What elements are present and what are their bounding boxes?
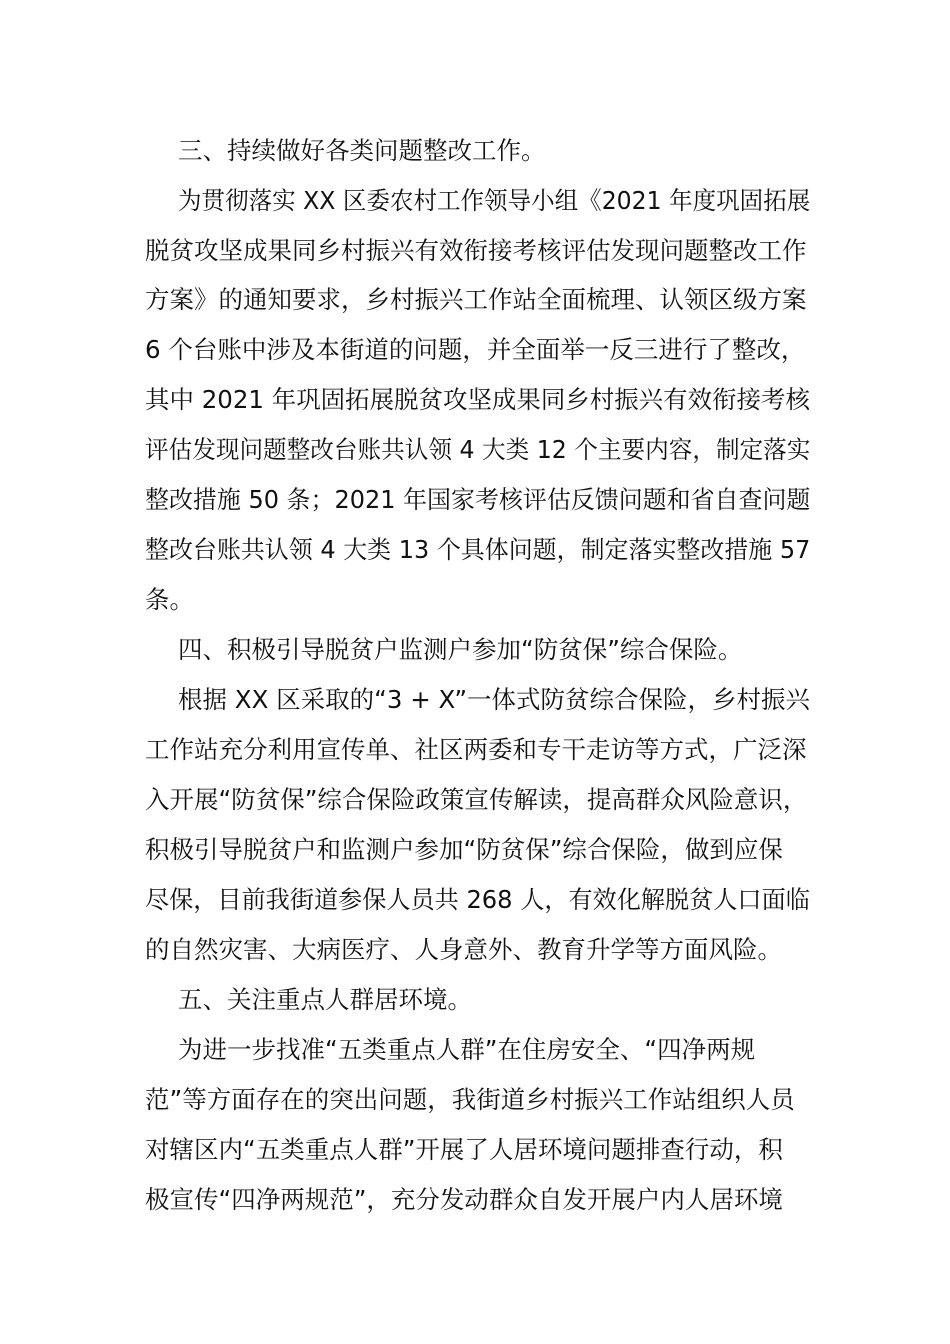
paragraph-line: 方案》的通知要求，乡村振兴工作站全面梳理、认领区级方案	[145, 285, 807, 314]
section-heading-5: 五、关注重点人群居环境。	[178, 985, 472, 1014]
paragraph-line: 积极引导脱贫户和监测户参加“防贫保”综合保险，做到应保	[145, 835, 783, 864]
paragraph-line: 根据 XX 区采取的“3 + X”一体式防贫综合保险，乡村振兴	[178, 685, 811, 714]
paragraph-line: 的自然灾害、大病医疗、人身意外、教育升学等方面风险。	[145, 935, 782, 964]
paragraph-line: 入开展“防贫保”综合保险政策宣传解读，提高群众风险意识，	[145, 785, 808, 814]
paragraph-line: 对辖区内“五类重点人群”开展了人居环境问题排查行动，积	[145, 1135, 783, 1164]
section-heading-3: 三、持续做好各类问题整改工作。	[178, 136, 546, 165]
paragraph-line: 范”等方面存在的突出问题，我街道乡村振兴工作站组织人员	[145, 1085, 795, 1114]
paragraph-line: 其中 2021 年巩固拓展脱贫攻坚成果同乡村振兴有效衔接考核	[145, 385, 810, 414]
paragraph-line: 尽保，目前我街道参保人员共 268 人，有效化解脱贫人口面临	[145, 885, 810, 914]
paragraph-line: 条。	[145, 585, 194, 614]
paragraph-line: 整改措施 50 条；2021 年国家考核评估反馈问题和省自查问题	[145, 485, 811, 514]
paragraph-line: 极宣传“四净两规范”，充分发动群众自发开展户内人居环境	[145, 1185, 783, 1214]
paragraph-line: 为贯彻落实 XX 区委农村工作领导小组《2021 年度巩固拓展	[178, 186, 811, 215]
paragraph-line: 工作站充分利用宣传单、社区两委和专干走访等方式，广泛深	[145, 735, 807, 764]
paragraph-line: 6 个台账中涉及本街道的问题，并全面举一反三进行了整改，	[145, 335, 806, 364]
paragraph-line: 为进一步找准“五类重点人群”在住房安全、“四净两规	[178, 1035, 756, 1064]
section-heading-4: 四、积极引导脱贫户监测户参加“防贫保”综合保险。	[178, 635, 743, 664]
paragraph-line: 整改台账共认领 4 大类 13 个具体问题，制定落实整改措施 57	[145, 535, 811, 564]
paragraph-line: 评估发现问题整改台账共认领 4 大类 12 个主要内容，制定落实	[145, 435, 811, 464]
paragraph-line: 脱贫攻坚成果同乡村振兴有效衔接考核评估发现问题整改工作	[145, 236, 807, 265]
